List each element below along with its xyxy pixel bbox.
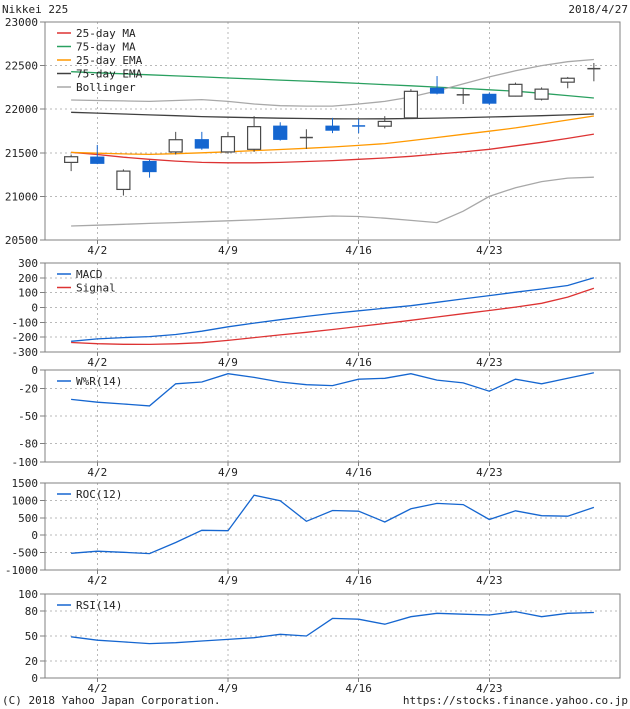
x-axis-label: 4/16 <box>345 356 372 369</box>
panel-border <box>45 483 620 570</box>
y-axis-label: 0 <box>31 529 38 543</box>
chart-date: 2018/4/27 <box>568 3 628 16</box>
candle-up <box>117 171 130 189</box>
candle-up <box>169 140 182 152</box>
y-axis-label: 23000 <box>4 16 38 29</box>
indicator-line <box>71 612 594 644</box>
y-axis-label: 22500 <box>4 59 38 73</box>
y-axis-label: 50 <box>24 630 38 643</box>
legend-label: MACD <box>76 268 103 281</box>
rsi-panel <box>18 588 620 695</box>
candle-down <box>195 140 208 148</box>
legend <box>57 599 122 612</box>
percent-r-panel <box>12 364 621 479</box>
x-axis-label: 4/23 <box>476 682 503 695</box>
legend <box>57 27 143 94</box>
y-axis-label: -100 <box>11 456 38 469</box>
y-axis-label: 0 <box>31 672 38 685</box>
y-axis-label: 21500 <box>4 146 38 160</box>
legend-label: 75-day MA <box>76 40 136 54</box>
x-axis-label: 4/9 <box>218 682 238 695</box>
y-axis-label: 100 <box>18 286 38 300</box>
x-axis-label: 4/16 <box>345 466 372 479</box>
legend-label: Bollinger <box>76 81 136 94</box>
y-axis-label: -200 <box>11 331 38 345</box>
chart-title: Nikkei 225 <box>2 3 69 16</box>
legend <box>57 375 122 388</box>
y-axis-label: -500 <box>11 546 38 560</box>
x-axis-label: 4/23 <box>476 244 503 257</box>
candle-up <box>221 137 234 152</box>
x-axis-label: 4/9 <box>218 466 238 479</box>
x-axis-label: 4/16 <box>345 574 372 587</box>
legend-label: 75-day EMA <box>76 67 143 81</box>
x-axis-label: 4/2 <box>87 244 108 257</box>
y-axis-label: -100 <box>11 316 38 330</box>
legend-label: W%R(14) <box>76 375 123 388</box>
y-axis-label: 20500 <box>4 234 38 247</box>
source-url-text: https://stocks.finance.yahoo.co.jp <box>402 694 628 707</box>
x-axis-label: 4/23 <box>476 356 503 369</box>
y-axis-label: -1000 <box>4 564 38 577</box>
y-axis-label: 0 <box>31 301 38 315</box>
candle-down <box>483 94 496 103</box>
indicator-line <box>71 278 594 342</box>
x-axis-label: 4/2 <box>87 466 108 479</box>
main-chart-panel <box>5 16 620 257</box>
y-axis-label: 20 <box>24 655 38 669</box>
candle-down <box>274 126 287 139</box>
y-axis-label: -80 <box>18 437 38 451</box>
candle-up <box>404 91 417 118</box>
y-axis-label: 0 <box>31 364 38 377</box>
roc-panel <box>5 477 620 587</box>
y-axis-label: -50 <box>18 410 38 423</box>
y-axis-label: 80 <box>24 604 38 618</box>
candle-up <box>561 78 574 82</box>
x-axis-label: 4/2 <box>87 682 108 695</box>
bollinger-lower-line <box>71 177 594 226</box>
candle-up <box>65 157 78 163</box>
candle-up <box>248 127 261 150</box>
y-axis-label: 22000 <box>4 103 38 117</box>
x-axis-label: 4/16 <box>345 244 372 257</box>
indicator-line <box>71 495 594 553</box>
x-axis-label: 4/9 <box>218 244 238 257</box>
candlesticks <box>65 63 601 196</box>
copyright-text: (C) 2018 Yahoo Japan Corporation. <box>2 694 221 707</box>
y-axis-label: 1000 <box>11 494 38 508</box>
legend-label: 25-day MA <box>76 27 136 40</box>
legend-label: ROC(12) <box>76 488 123 501</box>
x-axis-label: 4/23 <box>476 574 503 587</box>
candle-up <box>378 121 391 126</box>
legend-label: RSI(14) <box>76 599 123 612</box>
y-axis-label: 200 <box>18 271 38 285</box>
legend-label: Signal <box>76 281 116 295</box>
candle-down <box>431 88 444 93</box>
y-axis-label: 1500 <box>11 477 38 490</box>
candle-down <box>143 162 156 172</box>
candle-down <box>91 157 104 163</box>
candle-up <box>509 84 522 96</box>
legend <box>57 488 122 501</box>
x-axis-label: 4/2 <box>87 574 108 587</box>
x-axis-label: 4/2 <box>87 356 108 369</box>
y-axis-label: 100 <box>18 588 38 601</box>
y-axis-label: 500 <box>18 511 38 525</box>
overlay-line <box>71 134 594 163</box>
y-axis-label: -300 <box>11 346 38 359</box>
x-axis-label: 4/23 <box>476 466 503 479</box>
x-axis-label: 4/9 <box>218 574 238 587</box>
indicator-line <box>71 373 594 406</box>
x-axis-label: 4/9 <box>218 356 238 369</box>
y-axis-label: 21000 <box>4 190 38 204</box>
candle-down <box>326 126 339 130</box>
macd-panel <box>12 257 621 369</box>
y-axis-label: 300 <box>18 257 38 270</box>
overlay-line <box>71 112 594 119</box>
legend <box>57 268 116 295</box>
legend-label: 25-day EMA <box>76 54 143 67</box>
candle-up <box>535 89 548 99</box>
y-axis-label: -20 <box>18 382 38 396</box>
x-axis-label: 4/16 <box>345 682 372 695</box>
